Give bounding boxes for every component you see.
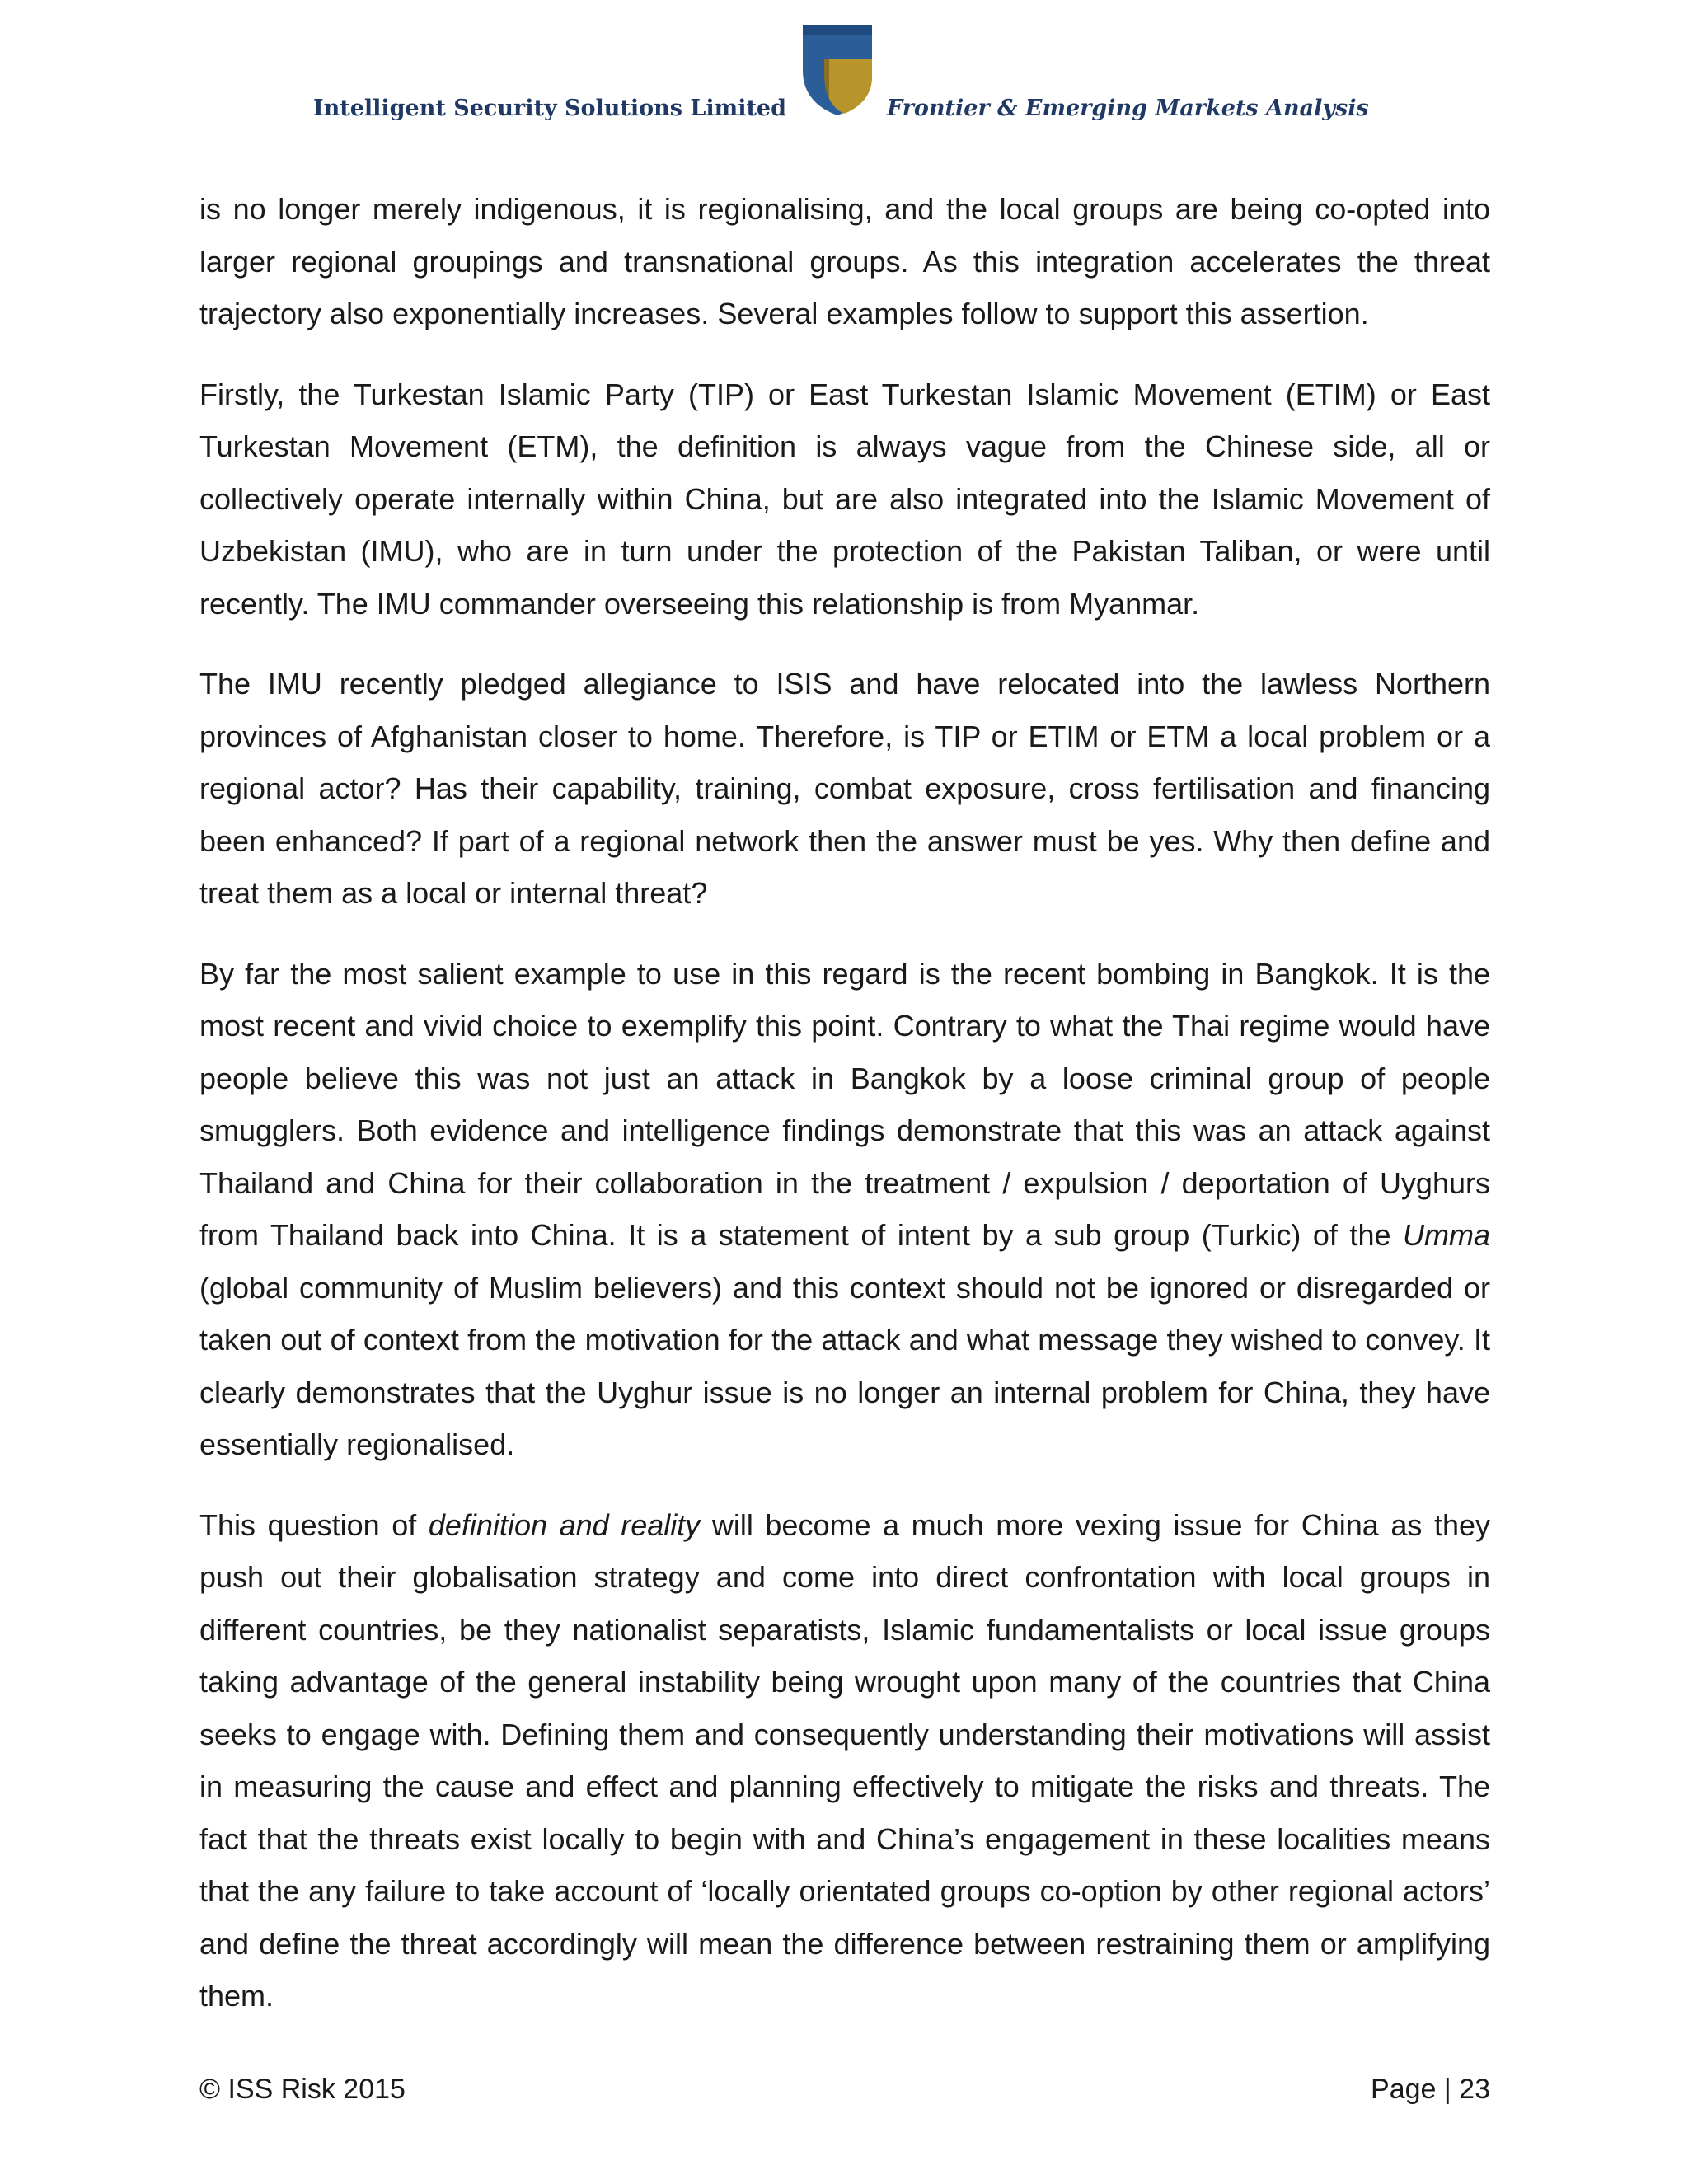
paragraph-5-text-a: This question of: [199, 1507, 429, 1542]
paragraph-5: [199, 1499, 1490, 2022]
page-header: [0, 0, 1688, 132]
definition-emphasis: definition and reality: [428, 1507, 701, 1542]
paragraph-3: The IMU recently pledged allegiance to ISIS and have relocated into the lawless Northern provinces of Afghanistan closer to home. Therefore, is TIP or ETIM or ETM a local problem or a regional actor? Has their capability, training, combat exposure, cross fertilisation and financing been enhanced? If part of a regional network then the answer must be yes. Why then define and treat them as a local or internal threat?: [199, 667, 1490, 910]
company-name: Intelligent Security Solutions Limited: [313, 96, 786, 121]
paragraph-4-text-b: (global community of Muslim believers) and this context should not be ignored or disregarded or taken out of context from the motivation for the attack and what message they wished to convey. It clearly demonstrates that the Uyghur issue is no longer an internal problem for China, they have essentially regionalised.: [199, 1270, 1490, 1461]
copyright: © ISS Risk 2015: [199, 2074, 406, 2105]
paragraph-1: is no longer merely indigenous, it is regionalising, and the local groups are being co-opted into larger regional groupings and transnational groups. As this integration accelerates the threat trajectory also exponentially increases. Several examples follow to support this assertion.: [199, 192, 1490, 330]
page-number: Page | 23: [1371, 2074, 1490, 2105]
tagline: Frontier & Emerging Markets Analysis: [887, 96, 1369, 121]
paragraph-5-text-b: will become a much more vexing issue for China as they push out their globalisation strategy and come into direct confrontation with local groups in different countries, be they nationalist separatists, Islamic fundamentalists or local issue groups taking advantage of the general instability being wrought upon many of the countries that China seeks to engage with. Defining them and consequently understanding their motivations will assist in measuring the cause and effect and planning effectively to mitigate the risks and threats. The fact that the threats exist locally to begin with and China’s engagement in these localities means that the any failure to take account of ‘locally orientated groups co-option by other regional actors’ and define the threat accordingly will mean the difference between restraining them or amplifying them.: [199, 1507, 1491, 2013]
page-footer: [199, 2074, 1490, 2115]
paragraph-4: [199, 948, 1490, 1471]
shield-logo-icon: [796, 20, 879, 119]
paragraph-2: Firstly, the Turkestan Islamic Party (TIP) or East Turkestan Islamic Movement (ETIM) or East Turkestan Movement (ETM), the definition is always vague from the Chinese side, all or collectively operate internally within China, but are also integrated into the Islamic Movement of Uzbekistan (IMU), who are in turn under the protection of the Pakistan Taliban, or were until recently. The IMU commander overseeing this relationship is from Myanmar.: [199, 377, 1490, 621]
paragraph-4-text-a: By far the most salient example to use in this regard is the recent bombing in Bangkok. It is the most recent and vivid choice to exemplify this point. Contrary to what the Thai regime would have people believe this was not just an attack in Bangkok by a loose criminal group of people smugglers. Both evidence and intelligence findings demonstrate that this was an attack against Thailand and China for their collaboration in the treatment / expulsion / deportation of Uyghurs from Thailand back into China. It is a statement of intent by a sub group (Turkic) of the: [199, 956, 1490, 1252]
umma-emphasis: Umma: [1403, 1218, 1490, 1252]
document-body: [199, 183, 1490, 2050]
